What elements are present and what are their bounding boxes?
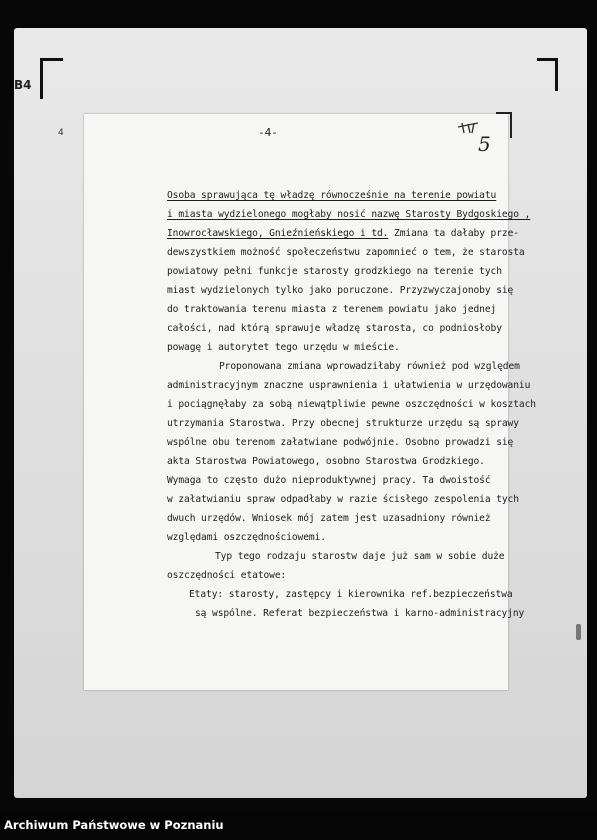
text-line: Wymaga to często dużo nieproduktywnej pracy. Ta dwoistość xyxy=(167,475,491,486)
mount-corner-right xyxy=(537,58,558,91)
text-line: akta Starostwa Powiatowego, osobno Starostwa Grodzkiego. xyxy=(167,456,485,467)
mount-corner-left xyxy=(40,58,63,99)
text-line: administracyjnym znaczne usprawnienia i ułatwienia w urzędowaniu xyxy=(167,380,531,391)
text-line: w załatwianiu spraw odpadłaby w razie ścisłego zespolenia tych xyxy=(167,494,519,505)
frame-number-small: 4 xyxy=(58,128,64,138)
text-line: i miasta wydzielonego mogłaby nosić nazwę Starosty Bydgoskiego , xyxy=(167,209,531,220)
text-line-indented: Etaty: starosty, zastępcy i kierownika ref.bezpieczeństwa xyxy=(189,589,513,600)
text-line: i pociągnęłaby za sobą niewątpliwie pewne oszczędności w kosztach xyxy=(167,399,536,410)
text-line: Osoba sprawująca tę władzę równocześnie na terenie powiatu xyxy=(167,190,497,201)
text-line-indented: są wspólne. Referat bezpieczeństwa i karno-administracyjny xyxy=(195,608,525,619)
text-line: względami oszczędnościowemi. xyxy=(167,532,326,543)
text-line: oszczędności etatowe: xyxy=(167,570,287,581)
text-line: powagę i autorytet tego urzędu w mieście. xyxy=(167,342,400,353)
handwritten-folio-mark xyxy=(456,121,500,155)
paragraph-start: Proponowana zmiana wprowadziłaby również pod względem xyxy=(219,361,520,372)
text-line: miast wydzielonych tylko jako poruczone. Przyzwyczajonoby się xyxy=(167,285,514,296)
text-line-underlined: Inowrocławskiego, Gnieźnieńskiego i td. xyxy=(167,228,389,239)
page-number: -4- xyxy=(258,126,278,139)
text-line: dewszystkiem możność społeczeństwu zapomnieć o tem, że starosta xyxy=(167,247,525,258)
body-text xyxy=(167,186,536,623)
text-line: wspólne obu terenom załatwiane podwójnie. Osobno prowadzi się xyxy=(167,437,514,448)
frame-number: B4 xyxy=(14,78,32,92)
text-line-continuation: Zmiana ta dałaby prze- xyxy=(388,228,519,239)
text-line: powiatowy pełni funkcje starosty grodzkiego na terenie tych xyxy=(167,266,502,277)
folio-number: 5 xyxy=(478,132,491,155)
text-line: dwuch urzędów. Wniosek mój zatem jest uzasadniony również xyxy=(167,513,491,524)
text-line: utrzymania Starostwa. Przy obecnej strukturze urzędu są sprawy xyxy=(167,418,519,429)
film-edge-mark xyxy=(576,624,581,640)
text-line: do traktowania terenu miasta z terenem powiatu jako jednej xyxy=(167,304,497,315)
paragraph-start: Typ tego rodzaju starostw daje już sam w sobie duże xyxy=(215,551,505,562)
archive-credit: Archiwum Państwowe w Poznaniu xyxy=(4,818,224,832)
text-line: całości, nad którą sprawuje władzę starosta, co podniosłoby xyxy=(167,323,502,334)
